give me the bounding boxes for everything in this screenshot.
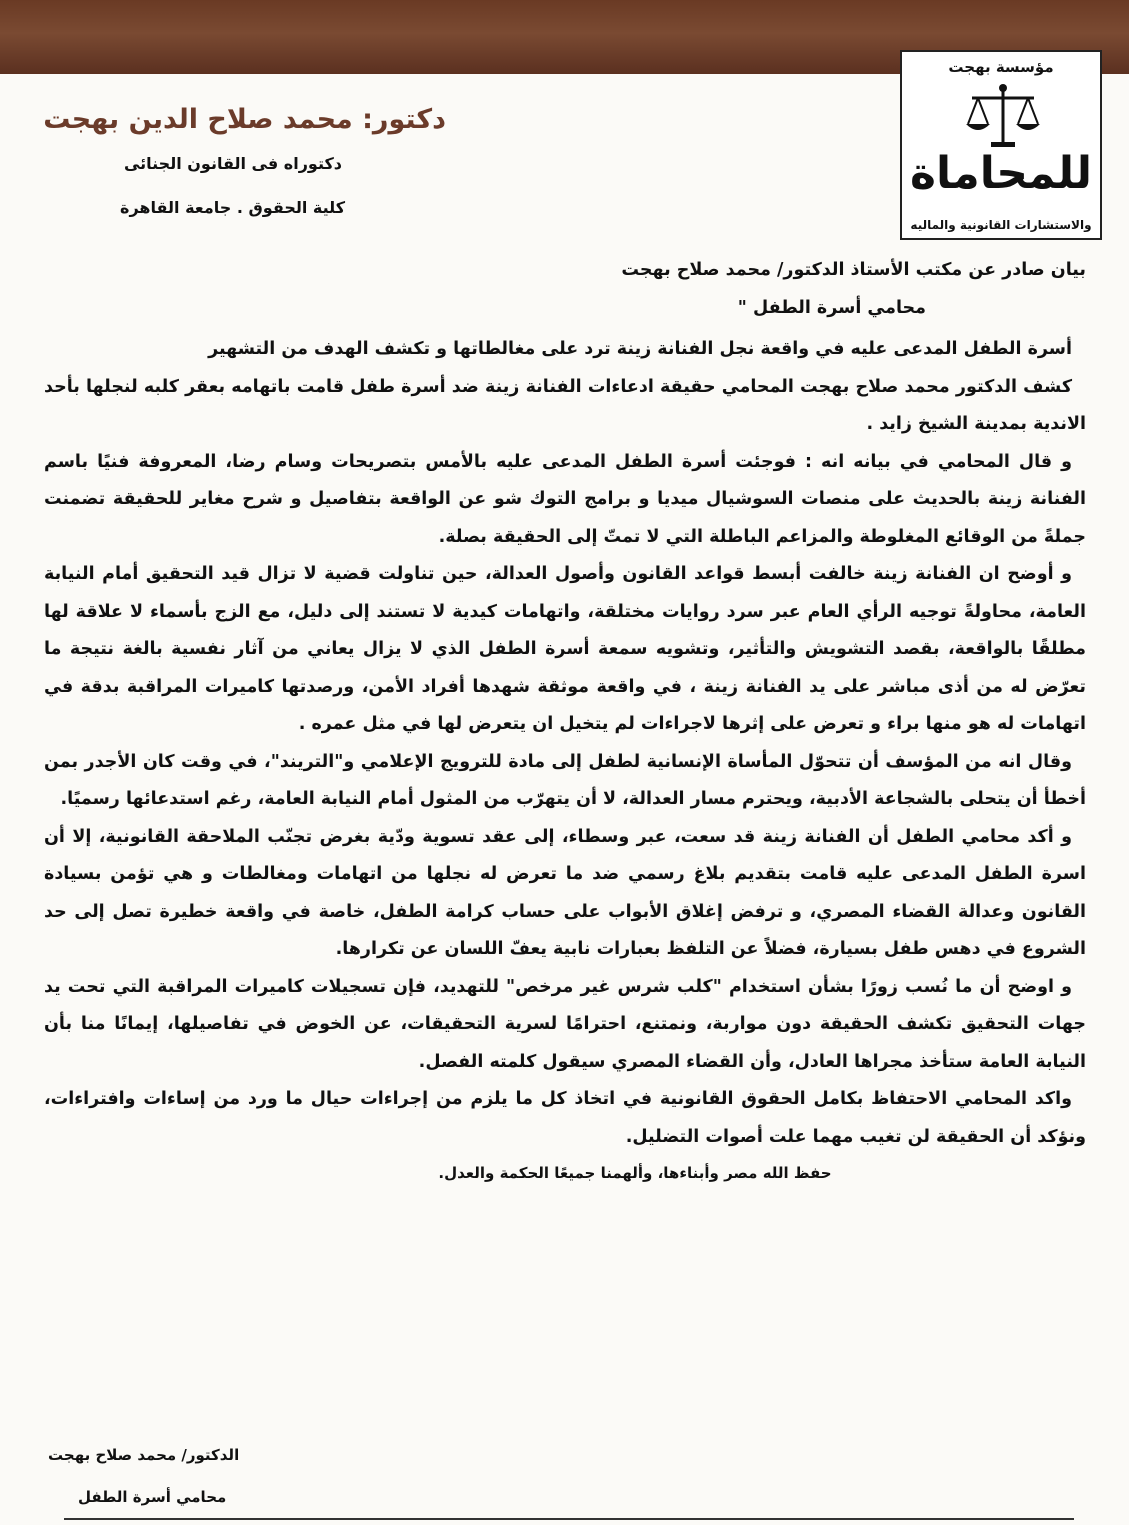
signature-title: محامي أسرة الطفل: [78, 1488, 227, 1506]
firm-logo: [900, 50, 1102, 240]
paragraph: كشف الدكتور محمد صلاح بهجت المحامي حقيقة ادعاءات الفنانة زينة ضد أسرة طفل قامت باتهامه بعقر كلبه لنجلها بأحد الاندية بمدينة الشيخ زايد .: [44, 376, 1086, 434]
logo-top-text: مؤسسة بهجت: [948, 58, 1054, 76]
paragraph: وقال انه من المؤسف أن تتحوّل المأساة الإنسانية لطفل إلى مادة للترويج الإعلامي و"التريند"، في وقت كان الأجدر بمن أخطأ أن يتحلى بالشجاعة الأدبية، ويحترم مسار العدالة، لا أن يتهرّب من المثول أمام النيابة العامة، رغم استدعائها رسميًا.: [44, 751, 1086, 809]
signature-name: الدكتور/ محمد صلاح بهجت: [48, 1446, 240, 1464]
paragraph: واكد المحامي الاحتفاظ بكامل الحقوق القانونية في اتخاذ كل ما يلزم من إجراءات حيال ما ورد من إساءات وافتراءات، ونؤكد أن الحقيقة لن تغيب مهما علت أصوات التضليل.: [44, 1089, 1086, 1147]
paragraph: و أوضح ان الفنانة زينة خالفت أبسط قواعد القانون وأصول العدالة، حين تناولت قضية لا تزال قيد التحقيق أمام النيابة العامة، محاولةً توجيه الرأي العام عبر سرد روايات مختلقة، واتهامات كيدية لا تستند إلى دليل، مع الزج بأسماء لا علاقة لها مطلقًا بالواقعة، بقصد التشويش والتأثير، وتشويه سمعة أسرة الطفل الذي لا يزال يعاني من آثار نفسية بالغة نتيجة ما تعرّض له من أذى مباشر على يد الفنانة زينة ، في واقعة موثقة شهدها أفراد الأمن، ورصدتها كاميرات المراقبة بدقة في اتهامات له هو منها براء و تعرض على إثرها لاجراءات لم يتخيل ان يتعرض لها في مثل عمره .: [44, 564, 1086, 734]
paragraph: أسرة الطفل المدعى عليه في واقعة نجل الفنانة زينة ترد على مغالطاتها و تكشف الهدف من التشهير: [208, 339, 1072, 359]
logo-main-text: للمحاماة: [910, 148, 1092, 199]
paragraph: و قال المحامي في بيانه انه : فوجئت أسرة الطفل المدعى عليه بالأمس بتصريحات وسام رضا، المعروفة فنيًا باسم الفنانة زينة بالحديث على منصات السوشيال ميديا و برامج التوك شو عن الواقعة بتفاصيل و شرح مغاير للحقيقة تضمنت جملةً من الوقائع المغلوطة والمزاعم الباطلة التي لا تمتّ إلى الحقيقة بصلة.: [44, 451, 1086, 547]
author-name: دكتور: محمد صلاح الدين بهجت: [43, 104, 446, 135]
logo-bottom-text: والاستشارات القانونية والماليه: [910, 218, 1092, 232]
scales-of-justice-icon: [964, 82, 1042, 152]
closing-line: حفظ الله مصر وأبناءها، وألهمنا جميعًا الحكمة والعدل.: [438, 1164, 832, 1182]
footer-divider: [64, 1518, 1074, 1520]
paragraph: و أكد محامي الطفل أن الفنانة زينة قد سعت، عبر وسطاء، إلى عقد تسوية ودّية بغرض تجنّب الملاحقة القانونية، إلا أن اسرة الطفل المدعى عليه قامت بتقديم بلاغ رسمي ضد ما تعرض له نجلها من اتهامات ومغالطات و هي تؤمن بسيادة القانون وعدالة القضاء المصري، و ترفض إغلاق الأبواب على حساب كرامة الطفل، خاصة في واقعة خطيرة تصل إلى حد الشروع في دهس طفل بسيارة، فضلاً عن التلفظ بعبارات نابية يعفّ اللسان عن تكرارها.: [44, 826, 1086, 959]
paragraph: و اوضح أن ما نُسب زورًا بشأن استخدام "كلب شرس غير مرخص" للتهديد، فإن تسجيلات كاميرات المراقبة التي تحت يد جهات التحقيق تكشف الحقيقة دون مواربة، ونمتنع، احترامًا لسرية التحقيقات، عن الخوض في تفاصيلها، إيمانًا منا بأن النيابة العامة ستأخذ مجراها العادل، وأن القضاء المصري سيقول كلمته الفصل.: [44, 976, 1086, 1072]
author-faculty: كلية الحقوق . جامعة القاهرة: [120, 198, 345, 217]
statement-body: [44, 252, 1086, 1190]
author-degree: دكتوراه فى القانون الجنائى: [123, 154, 342, 173]
statement-title: بيان صادر عن مكتب الأستاذ الدكتور/ محمد صلاح بهجت: [621, 260, 1086, 280]
statement-subtitle: محامي أسرة الطفل ": [737, 297, 926, 318]
